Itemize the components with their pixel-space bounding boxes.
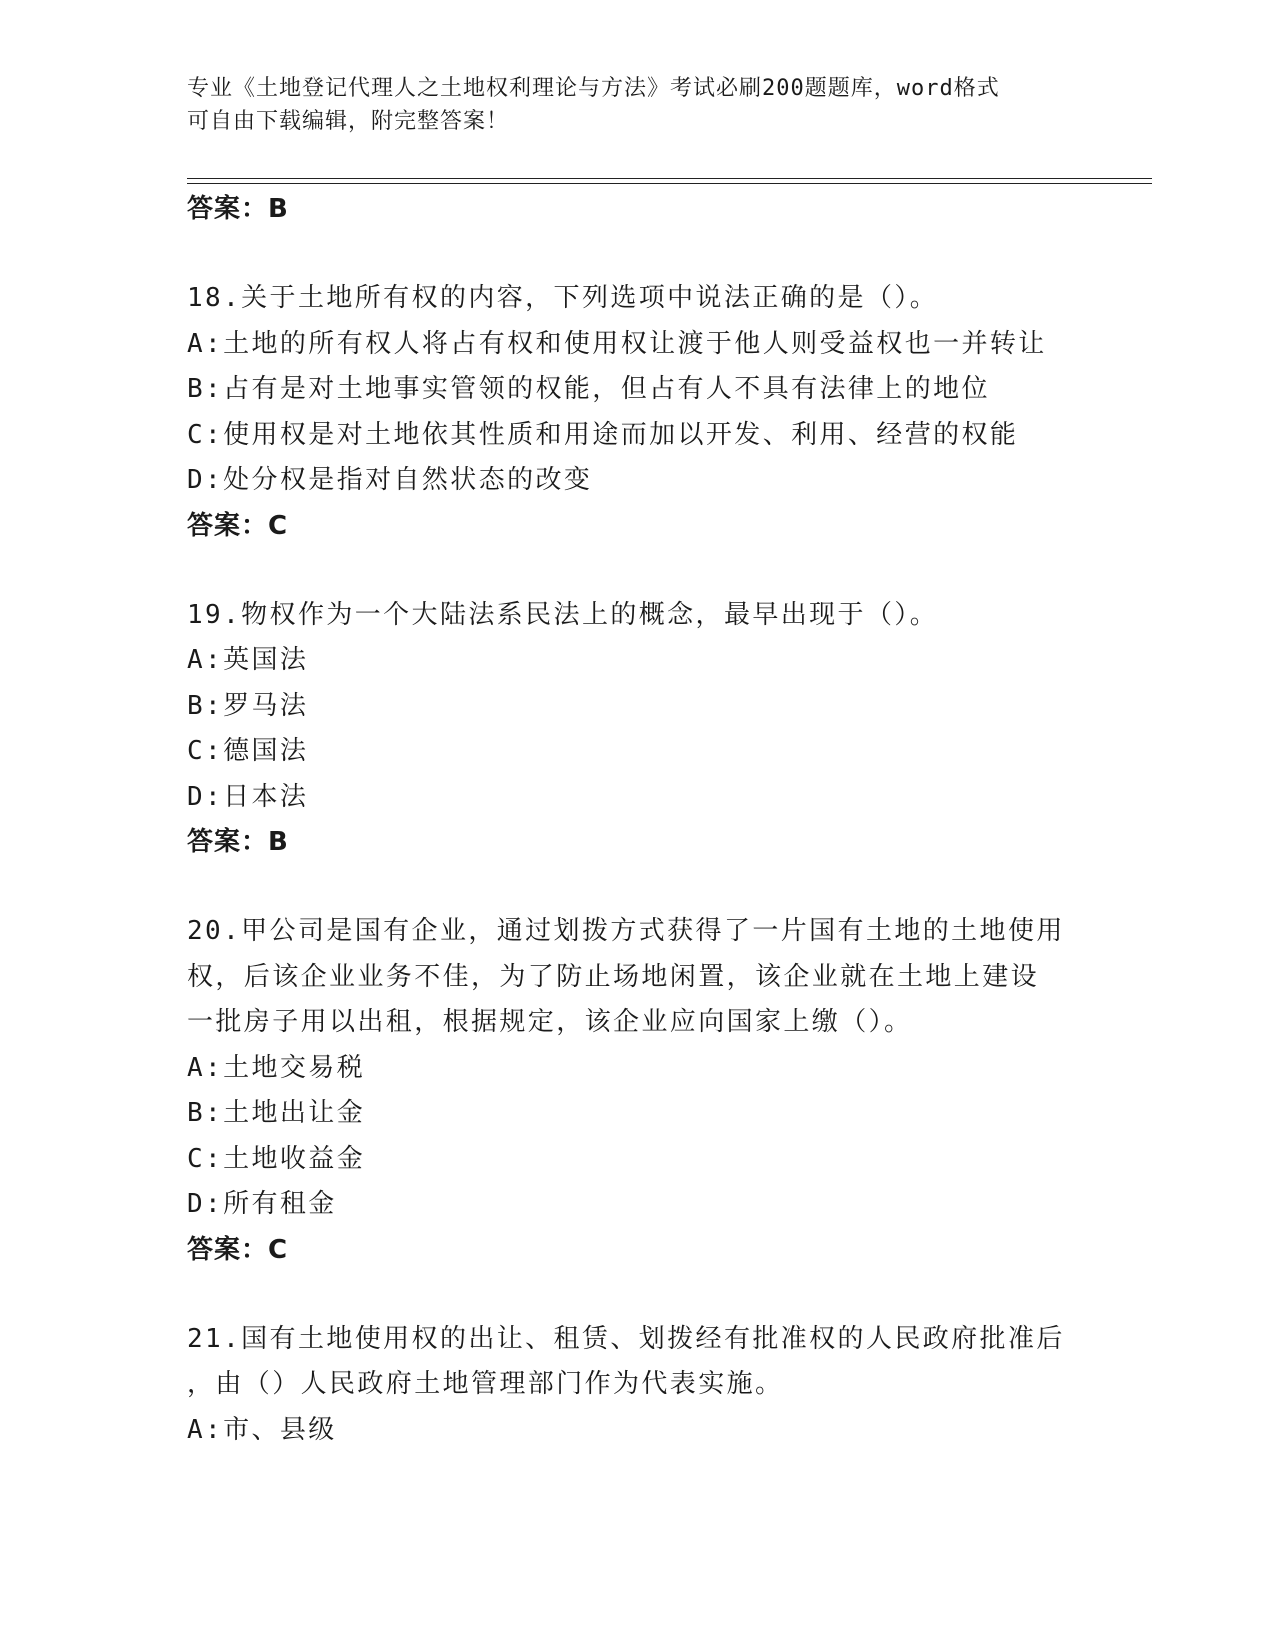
header-divider-top bbox=[187, 178, 1152, 179]
option-c: C:土地收益金 bbox=[187, 1143, 366, 1174]
option-a: A:英国法 bbox=[187, 645, 309, 675]
question-stem-line-1: 20.甲公司是国有企业，通过划拨方式获得了一片国有土地的土地使用 bbox=[187, 916, 1065, 946]
answer-q18: 答案：C bbox=[187, 510, 289, 541]
question-stem-line-2: ，由（）人民政府土地管理部门作为代表实施。 bbox=[187, 1369, 784, 1399]
option-a: A:土地的所有权人将占有权和使用权让渡于他人则受益权也一并转让 bbox=[187, 328, 1047, 359]
header-line-1: 专业《土地登记代理人之土地权利理论与方法》考试必刷200题题库，word格式 bbox=[187, 76, 1000, 101]
question-stem: 19.物权作为一个大陆法系民法上的概念，最早出现于（）。 bbox=[187, 599, 939, 630]
question-stem-line-1: 21.国有土地使用权的出让、租赁、划拨经有批准权的人民政府批准后 bbox=[187, 1323, 1065, 1354]
option-b: B:土地出让金 bbox=[187, 1098, 366, 1128]
question-19 bbox=[187, 593, 1152, 866]
answer-q20: 答案：C bbox=[187, 1234, 289, 1265]
question-stem-line-3: 一批房子用以出租，根据规定，该企业应向国家上缴（）。 bbox=[187, 1007, 913, 1037]
document-header bbox=[187, 72, 1067, 138]
question-stem-line-2: 权，后该企业业务不佳，为了防止场地闲置，该企业就在土地上建设 bbox=[187, 961, 1040, 992]
question-18 bbox=[187, 276, 1152, 549]
option-a: A:市、县级 bbox=[187, 1414, 337, 1445]
answer-q17: 答案：B bbox=[187, 194, 289, 224]
header-line-2: 可自由下载编辑，附完整答案！ bbox=[187, 109, 510, 134]
question-21 bbox=[187, 1317, 1152, 1454]
header-divider-bottom bbox=[187, 183, 1152, 184]
question-20 bbox=[187, 909, 1152, 1273]
option-c: C:使用权是对土地依其性质和用途而加以开发、利用、经营的权能 bbox=[187, 419, 1019, 450]
option-d: D:所有租金 bbox=[187, 1189, 337, 1219]
option-a: A:土地交易税 bbox=[187, 1052, 366, 1083]
answer-q19: 答案：B bbox=[187, 827, 289, 857]
document-body bbox=[187, 187, 1152, 1453]
option-d: D:处分权是指对自然状态的改变 bbox=[187, 465, 593, 495]
question-stem: 18.关于土地所有权的内容，下列选项中说法正确的是（）。 bbox=[187, 283, 939, 313]
option-d: D:日本法 bbox=[187, 781, 309, 812]
option-b: B:罗马法 bbox=[187, 690, 309, 721]
option-b: B:占有是对土地事实管领的权能，但占有人不具有法律上的地位 bbox=[187, 374, 990, 404]
option-c: C:德国法 bbox=[187, 736, 309, 766]
